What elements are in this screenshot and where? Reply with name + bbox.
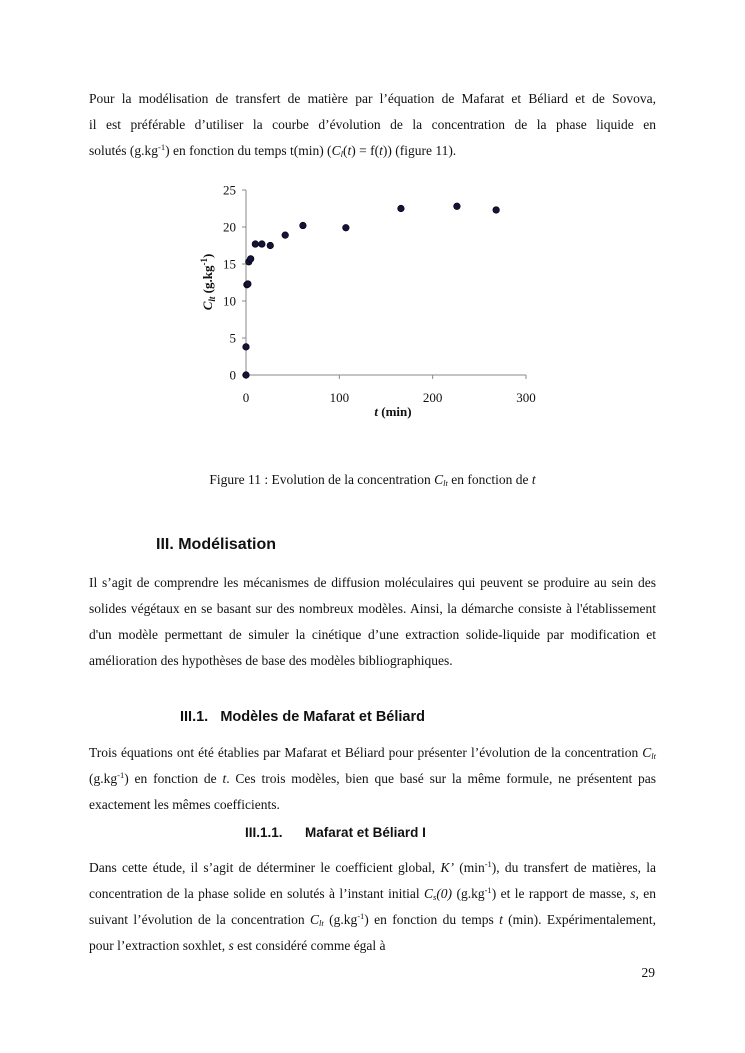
section3-paragraph: Il s’agit de comprendre les mécanismes de diffusion moléculaires qui peuvent se produire au sein des solides végétaux en se basant sur des nombreux modèles. Ainsi, la démarche consiste à l'établissement d'un modèle permettant de simuler la cinétique d’une extraction solide-liquide par modification et amélioration des hypothèses de base des modèles bibliographiques. — [89, 575, 656, 668]
intro-line-3: solutés $(g.kg^{-1})$ en fonction du temps t(min) $(C_l(t) = f(t))$ (figure 11). — [89, 142, 457, 159]
concentration-scatter-chart — [190, 178, 550, 428]
data-point — [243, 344, 250, 351]
y-tick-label: 25 — [223, 182, 236, 198]
intro-line-1: Pour la modélisation de transfert de matière par l’équation de Mafarat et Béliard et de Sovova, — [89, 91, 656, 106]
y-tick-label: 5 — [229, 330, 236, 346]
y-tick-label: 0 — [229, 367, 236, 383]
chart-ticks — [223, 183, 536, 406]
data-point — [493, 207, 500, 214]
figure-caption: Figure 11 : Evolution de la concentration $C_{lt}$ en fonction de t — [209, 472, 536, 488]
data-point — [282, 232, 289, 239]
y-tick-label: 20 — [223, 219, 236, 235]
x-tick-label: 200 — [422, 390, 443, 405]
y-tick-label: 10 — [223, 293, 236, 309]
data-point — [243, 372, 250, 379]
data-point — [343, 224, 350, 231]
data-point — [245, 281, 252, 288]
x-tick-label: 100 — [329, 390, 350, 405]
chart-points — [243, 203, 500, 378]
data-point — [267, 242, 274, 249]
section-heading-mafarat-beliard: III.1. Modèles de Mafarat et Béliard — [180, 709, 425, 725]
intro-line-2: il est préférable d’utiliser la courbe d’évolution de la concentration de la phase liquide en — [89, 117, 656, 132]
page-number: 29 — [641, 965, 655, 980]
x-axis-title: t (min) — [374, 404, 412, 419]
section-heading-mafarat-beliard-1: III.1.1. Mafarat et Béliard I — [245, 825, 426, 840]
data-point — [247, 256, 254, 263]
data-point — [454, 203, 461, 210]
data-point — [398, 205, 405, 212]
x-tick-label: 300 — [516, 390, 536, 405]
data-point — [259, 241, 266, 248]
y-axis-title: $C_{lt}$ $(g.kg^{-1})$ — [199, 253, 217, 311]
section31-paragraph: Trois équations ont été établies par Mafarat et Béliard pour présenter l’évolution de la concentration $C_{lt}$ $(g.kg^{-1})$ en fonction de t. Ces trois modèles, bien que basé sur la même formule, ne présentent pas exactement les mêmes coefficients. — [89, 745, 657, 812]
section311-paragraph: Dans cette étude, il s’agit de déterminer le coefficient global, K’ $(\min^{-1})$, du transfert de matières, la concentration de la phase solide en solutés à l’instant initial $C_s(0)$ $(g.kg^{-1})$ et le rapport de masse, s, en suivant l’évolution de la concentration $C_{lt}$ $(g.kg^{-1})$ en fonction du temps t (min). Expérimentalement, pour l’extraction soxhlet, s est considéré comme égal à — [89, 859, 657, 953]
y-tick-label: 15 — [223, 256, 236, 272]
data-point — [300, 222, 307, 229]
chart-axes — [246, 190, 526, 375]
intro-paragraph — [89, 86, 656, 164]
section-heading-modelisation: III. Modélisation — [156, 536, 277, 553]
x-tick-label: 0 — [242, 390, 250, 405]
data-point — [252, 241, 259, 248]
